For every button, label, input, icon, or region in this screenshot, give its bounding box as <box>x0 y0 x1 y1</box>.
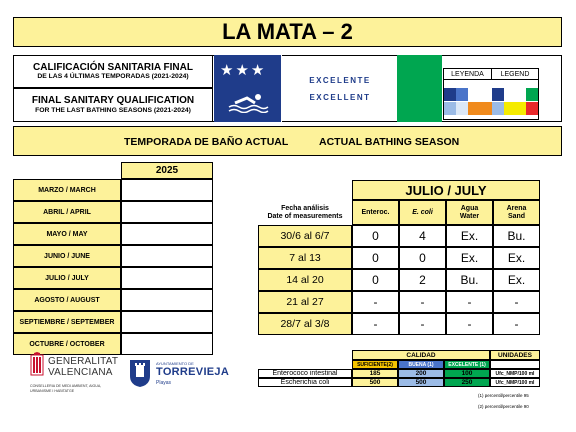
grade-en: EXCELLENT <box>309 92 371 102</box>
quality-col-excellent: EXCELENTE (1) <box>444 360 490 369</box>
quality-value: 100 <box>444 369 490 378</box>
month-label: OCTUBRE / OCTOBER <box>13 333 121 355</box>
legend-swatch-9 <box>504 102 526 115</box>
water-cell: Bu. <box>446 269 493 291</box>
quality-unit: Ufc_NMP/100 ml <box>490 378 540 387</box>
legend <box>443 68 539 120</box>
legend-swatch-10 <box>468 102 492 115</box>
water-cell: Ex. <box>446 247 493 269</box>
generalitat-name <box>48 356 118 378</box>
generalitat-emblem-icon <box>30 352 44 378</box>
water-column-header: Agua Water <box>446 200 493 225</box>
enteroc-cell: 0 <box>352 269 399 291</box>
legend-swatch-1 <box>444 88 456 101</box>
month-value <box>121 179 213 201</box>
sand-cell: Bu. <box>493 225 540 247</box>
grade-color-swatch <box>397 55 442 122</box>
season-header <box>13 126 562 156</box>
enteroc-cell: - <box>352 313 399 335</box>
sand-column-header: Arena Sand <box>493 200 540 225</box>
date-cell: 14 al 20 <box>258 269 352 291</box>
enteroc-cell: - <box>352 291 399 313</box>
enteroc-cell: 0 <box>352 225 399 247</box>
generalitat-subtitle: CONSELLERIA DE MEDI AMBIENT, AIGUA, URBANISME I HABITATGE <box>30 384 102 393</box>
date-column-header: Fecha análisis Date of measurements <box>267 204 343 220</box>
stars-badge <box>214 55 282 122</box>
qualification-es-line1: CALIFICACIÓN SANITARIA FINAL <box>33 61 193 73</box>
grade-es: EXCELENTE <box>309 75 371 85</box>
quality-value: 185 <box>352 369 398 378</box>
legend-swatch-2 <box>456 88 468 101</box>
quality-col-good: BUENA (1) <box>398 360 444 369</box>
torrevieja-line2: TORREVIEJA <box>156 366 230 378</box>
year-header: 2025 <box>121 162 213 179</box>
date-cell: 30/6 al 6/7 <box>258 225 352 247</box>
july-header: JULIO / JULY <box>352 180 540 200</box>
units-spacer <box>490 360 540 369</box>
ecoli-cell: - <box>399 313 446 335</box>
units-header: UNIDADES <box>490 350 540 360</box>
footnote-1: (1) percentil/percentile 95 <box>478 393 529 398</box>
torrevieja-emblem-icon <box>128 358 152 388</box>
ecoli-cell: 2 <box>399 269 446 291</box>
grade-label <box>283 55 397 122</box>
ecoli-cell: 4 <box>399 225 446 247</box>
qualification-es-line2: DE LAS 4 ÚLTIMAS TEMPORADAS (2021-2024) <box>37 73 189 81</box>
enteroc-cell: 0 <box>352 247 399 269</box>
enteroc-column-header: Enteroc. <box>352 200 399 225</box>
qualification-es <box>13 55 213 88</box>
date-cell: 7 al 13 <box>258 247 352 269</box>
quality-col-sufficient: SUFICIENTE(2) <box>352 360 398 369</box>
ecoli-cell: - <box>399 291 446 313</box>
month-label: SEPTIEMBRE / SEPTEMBER <box>13 311 121 333</box>
footnote-2: (2) percentil/percentile 90 <box>478 404 529 409</box>
water-cell: - <box>446 313 493 335</box>
ecoli-cell: 0 <box>399 247 446 269</box>
month-value <box>121 267 213 289</box>
generalitat-line1: GENERALITAT <box>48 356 119 367</box>
legend-swatch-7 <box>492 102 504 115</box>
season-en: ACTUAL BATHING SEASON <box>319 136 460 148</box>
water-cell: Ex. <box>446 225 493 247</box>
month-value <box>121 311 213 333</box>
quality-row-label: Escherichia coli <box>258 378 352 387</box>
month-label: JULIO / JULY <box>13 267 121 289</box>
qualification-en-line2: FOR THE LAST BATHING SEASONS (2021-2024) <box>35 106 191 114</box>
quality-value: 500 <box>352 378 398 387</box>
legend-swatch-4 <box>456 102 468 115</box>
date-cell: 21 al 27 <box>258 291 352 313</box>
month-value <box>121 223 213 245</box>
page-title: LA MATA – 2 <box>13 17 562 47</box>
legend-swatch-3 <box>444 102 456 115</box>
legend-left-label: LEYENDA <box>444 69 492 80</box>
quality-header: CALIDAD <box>352 350 490 360</box>
month-value <box>121 289 213 311</box>
legend-right-label: LEGEND <box>492 69 538 80</box>
month-value <box>121 333 213 355</box>
date-cell: 28/7 al 3/8 <box>258 313 352 335</box>
water-cell: - <box>446 291 493 313</box>
legend-swatch-5 <box>492 88 504 101</box>
sand-cell: - <box>493 313 540 335</box>
torrevieja-line3: Playas <box>156 380 172 386</box>
generalitat-line2: VALENCIANA <box>48 367 113 378</box>
sand-cell: Ex. <box>493 247 540 269</box>
qualification-en <box>13 88 213 122</box>
quality-value: 250 <box>444 378 490 387</box>
swimmer-icon <box>227 93 269 113</box>
month-label: AGOSTO / AUGUST <box>13 289 121 311</box>
season-es: TEMPORADA DE BAÑO ACTUAL <box>124 136 289 148</box>
quality-unit: Ufc_NMP/100 ml <box>490 369 540 378</box>
sand-cell: - <box>493 291 540 313</box>
month-label: MARZO / MARCH <box>13 179 121 201</box>
quality-value: 500 <box>398 378 444 387</box>
torrevieja-logo <box>128 358 230 394</box>
month-value <box>121 245 213 267</box>
torrevieja-line1: AYUNTAMIENTO DE <box>156 361 194 366</box>
legend-swatch-6 <box>526 88 538 101</box>
qualification-en-line1: FINAL SANITARY QUALIFICATION <box>31 95 195 107</box>
month-value <box>121 201 213 223</box>
quality-value: 200 <box>398 369 444 378</box>
sand-cell: Ex. <box>493 269 540 291</box>
month-label: MAYO / MAY <box>13 223 121 245</box>
generalitat-logo <box>30 352 120 404</box>
ecoli-column-header: E. coli <box>399 200 446 225</box>
stars-icon: ★★★ <box>220 62 267 79</box>
legend-swatch-8 <box>526 102 538 115</box>
month-label: ABRIL / APRIL <box>13 201 121 223</box>
month-label: JUNIO / JUNE <box>13 245 121 267</box>
quality-row-label: Enterococo intestinal <box>258 369 352 378</box>
